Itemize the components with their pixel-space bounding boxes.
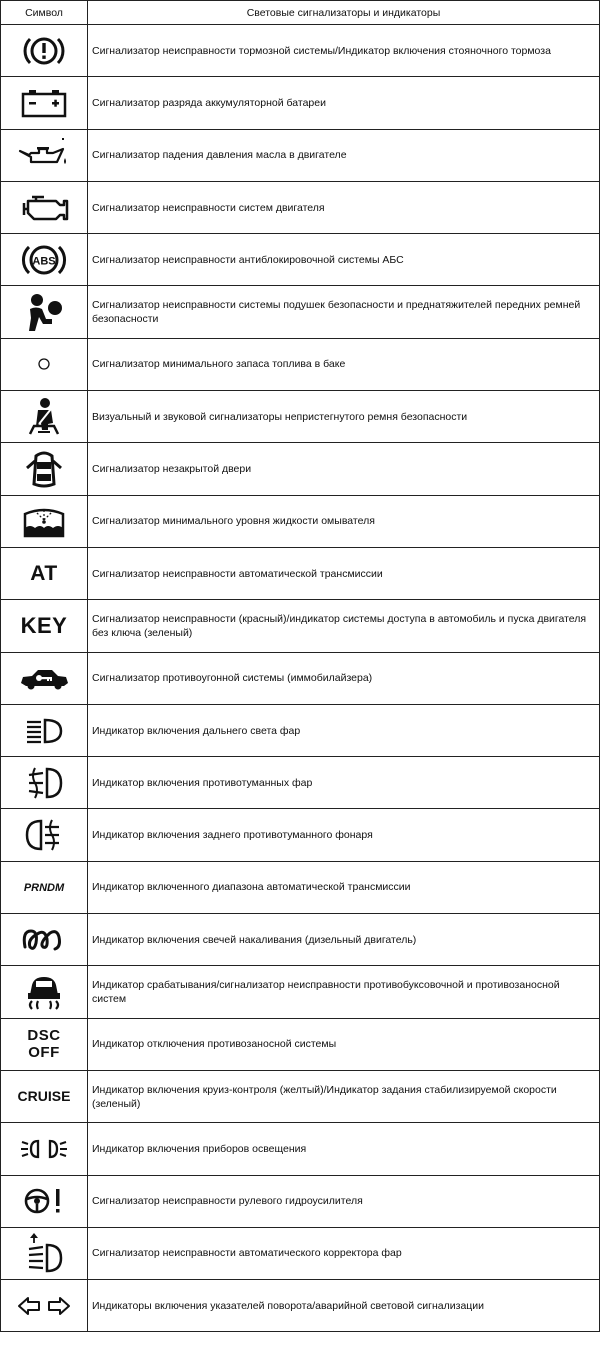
glow-plug-icon <box>19 925 69 955</box>
table-row <box>1 495 600 547</box>
row-description: Сигнализатор противоугонной системы (иммобилайзера) <box>88 652 600 704</box>
row-description: Сигнализатор неисправности автоматического корректора фар <box>88 1227 600 1279</box>
high-beam-icon <box>21 715 67 747</box>
header-description: Световые сигнализаторы и индикаторы <box>88 1 600 25</box>
row-description: Сигнализатор минимального запаса топлива в баке <box>88 338 600 390</box>
row-description: Сигнализатор минимального уровня жидкости омывателя <box>88 495 600 547</box>
table-row <box>1 1123 600 1175</box>
table-row <box>1 652 600 704</box>
table-row <box>1 25 600 77</box>
row-description: Сигнализатор падения давления масла в двигателе <box>88 129 600 181</box>
row-description: Индикатор включения заднего противотуманного фонаря <box>88 809 600 861</box>
abs-icon <box>20 240 68 280</box>
row-description: Индикатор отключения противозаносной системы <box>88 1018 600 1070</box>
table-row <box>1 391 600 443</box>
table-row <box>1 129 600 181</box>
table-row <box>1 443 600 495</box>
oil-can-icon <box>17 136 71 174</box>
turn-signal-icon <box>16 1293 72 1319</box>
table-row <box>1 914 600 966</box>
at-text-icon: AT <box>30 561 58 585</box>
parking-lights-icon <box>19 1134 69 1164</box>
dsc-off-icon <box>1 1027 87 1061</box>
row-description: Индикатор включенного диапазона автоматической трансмиссии <box>88 861 600 913</box>
table-row <box>1 286 600 338</box>
headlight-level-icon <box>21 1231 67 1275</box>
airbag-icon <box>22 291 66 333</box>
header-symbol: Символ <box>1 1 88 25</box>
off-label: OFF <box>28 1044 60 1062</box>
table-row <box>1 1227 600 1279</box>
engine-icon <box>18 191 70 225</box>
row-description: Индикатор срабатывания/сигнализатор неисправности противобуксовочной и противозаносной систем <box>88 966 600 1018</box>
row-description: Сигнализатор неисправности автоматической трансмиссии <box>88 547 600 599</box>
table-row <box>1 338 600 390</box>
washer-fluid-icon <box>20 502 68 540</box>
row-description: Индикаторы включения указателей поворота/аварийной световой сигнализации <box>88 1280 600 1332</box>
row-description: Индикатор включения дальнего света фар <box>88 704 600 756</box>
row-description: Индикатор включения свечей накаливания (дизельный двигатель) <box>88 914 600 966</box>
battery-icon <box>19 87 69 119</box>
row-description: Сигнализатор неисправности системы подушек безопасности и преднатяжителей передних ремней безопасности <box>88 286 600 338</box>
row-description: Индикатор включения приборов освещения <box>88 1123 600 1175</box>
abs-label: ABS <box>32 255 56 268</box>
table-row <box>1 77 600 129</box>
table-row <box>1 547 600 599</box>
table-row <box>1 181 600 233</box>
row-description: Сигнализатор неисправности рулевого гидроусилителя <box>88 1175 600 1227</box>
table-row <box>1 234 600 286</box>
table-row <box>1 966 600 1018</box>
row-description: Сигнализатор неисправности (красный)/индикатор системы доступа в автомобиль и пуска двигателя без ключа (зеленый) <box>88 600 600 652</box>
seatbelt-icon <box>24 396 64 438</box>
row-description: Сигнализатор незакрытой двери <box>88 443 600 495</box>
row-description: Индикатор включения противотуманных фар <box>88 757 600 809</box>
row-description: Сигнализатор неисправности антиблокировочной системы АБС <box>88 234 600 286</box>
table-header-row <box>1 1 600 25</box>
table-row <box>1 861 600 913</box>
table-row <box>1 704 600 756</box>
row-description: Индикатор включения круиз-контроля (желтый)/Индикатор задания стабилизируемой скорости (зеленый) <box>88 1070 600 1122</box>
prndm-icon: PRNDM <box>23 882 65 895</box>
immobilizer-icon <box>18 665 70 691</box>
door-open-icon <box>24 448 64 490</box>
dsc-label: DSC <box>27 1027 61 1045</box>
table-row <box>1 1070 600 1122</box>
row-description: Визуальный и звуковой сигнализаторы непристегнутого ремня безопасности <box>88 391 600 443</box>
table-row <box>1 1280 600 1332</box>
front-fog-icon <box>21 764 67 802</box>
fuel-circle-icon <box>36 356 52 372</box>
table-row <box>1 757 600 809</box>
row-description: Сигнализатор неисправности тормозной системы/Индикатор включения стояночного тормоза <box>88 25 600 77</box>
brake-warning-icon <box>22 32 66 70</box>
table-row <box>1 1018 600 1070</box>
table-row <box>1 809 600 861</box>
table-row <box>1 1175 600 1227</box>
traction-control-icon <box>22 971 66 1013</box>
row-description: Сигнализатор разряда аккумуляторной батареи <box>88 77 600 129</box>
cruise-icon: CRUISE <box>17 1087 71 1104</box>
key-text-icon: KEY <box>20 612 68 638</box>
power-steering-icon <box>21 1183 67 1219</box>
row-description: Сигнализатор неисправности систем двигателя <box>88 181 600 233</box>
rear-fog-icon <box>21 816 67 854</box>
table-row <box>1 600 600 652</box>
